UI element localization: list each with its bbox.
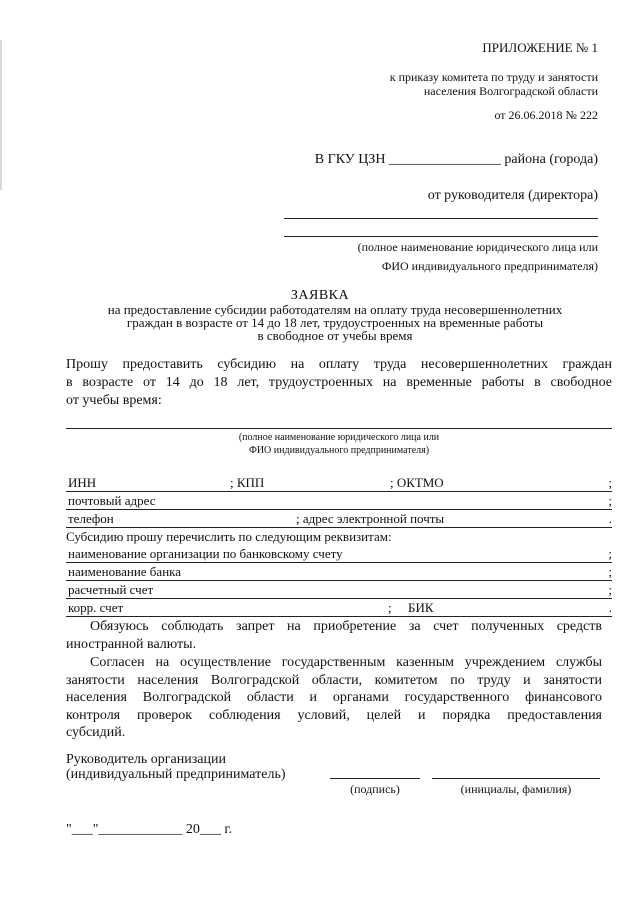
field-row-org-name[interactable] — [66, 545, 612, 563]
order-date: от 26.06.2018 № 222 — [494, 108, 598, 122]
title-sub-1: на предоставление субсидии работодателям на оплату труда несовершеннолетних — [107, 302, 563, 317]
row-end-semicolon: ; — [608, 493, 612, 508]
phone-label: телефон — [68, 511, 114, 526]
addressee-from: от руководителя (директора) — [427, 188, 598, 203]
row-end-semicolon: ; — [608, 475, 612, 490]
signer-role-1: Руководитель организации — [66, 752, 226, 767]
row-end-semicolon: ; — [608, 546, 612, 561]
account-label: расчетный счет — [68, 582, 154, 597]
consent-line-1: Согласен на осуществление государственным казенным учреждением службы — [90, 655, 602, 670]
signature-hint: (подпись) — [350, 782, 400, 796]
obligation-line-2: иностранной валюты. — [66, 637, 197, 652]
title-sub-2: граждан в возрасте от 14 до 18 лет, трудоустроенных на временные работы — [126, 315, 544, 330]
corr-semicolon: ; — [388, 600, 392, 615]
applicant-name-line-1[interactable] — [284, 218, 598, 219]
applicant-hint-2: ФИО индивидуального предпринимателя) — [381, 259, 598, 273]
corr-label: корр. счет — [68, 600, 124, 615]
appendix-number: ПРИЛОЖЕНИЕ № 1 — [482, 40, 598, 55]
request-line-3: от учебы время: — [66, 393, 162, 408]
postal-label: почтовый адрес — [68, 493, 156, 508]
field-row-account[interactable] — [66, 581, 612, 599]
request-line-2: в возрасте от 14 до 18 лет, трудоустроенных на временные работы в свободное — [66, 375, 612, 390]
obligation-paragraph — [66, 618, 602, 654]
request-paragraph — [66, 356, 612, 410]
field-row-contacts[interactable] — [66, 510, 612, 528]
scan-edge-mark — [0, 40, 2, 190]
request-line-1: Прошу предоставить субсидию на оплату труда несовершеннолетних граждан — [66, 357, 612, 372]
row-end-dot: . — [608, 511, 612, 526]
addressee-to: В ГКУ ЦЗН ________________ района (города) — [314, 152, 598, 167]
kpp-label: ; КПП — [230, 475, 265, 490]
oktmo-label: ; ОКТМО — [390, 475, 444, 490]
request-hint-2: ФИО индивидуального предпринимателя) — [248, 445, 430, 456]
order-line-2: населения Волгоградской области — [423, 84, 598, 98]
email-label: ; адрес электронной почты — [296, 511, 445, 526]
request-hint-1: (полное наименование юридического лица или — [238, 432, 440, 443]
field-row-postal[interactable] — [66, 492, 612, 510]
signer-role-2: (индивидуальный предприниматель) — [66, 767, 286, 782]
inn-label: ИНН — [68, 475, 97, 490]
request-applicant-line[interactable] — [66, 428, 612, 429]
name-hint: (инициалы, фамилия) — [460, 782, 572, 796]
field-row-corr-bik[interactable] — [66, 599, 612, 617]
title-sub-3: в свободное от учебы время — [257, 328, 413, 343]
row-end-semicolon: ; — [608, 582, 612, 597]
field-row-tax-ids[interactable] — [66, 474, 612, 492]
obligation-line-1: Обязуюсь соблюдать запрет на приобретение за счет полученных средств — [90, 619, 602, 634]
org-name-label: наименование организации по банковскому счету — [68, 546, 343, 561]
consent-line-5: субсидий. — [66, 725, 126, 740]
signature-line[interactable] — [330, 778, 420, 779]
bank-label: наименование банка — [68, 564, 182, 579]
date-field[interactable]: "___"____________ 20___ г. — [66, 822, 233, 837]
field-row-bank[interactable] — [66, 563, 612, 581]
applicant-name-line-2[interactable] — [284, 236, 598, 237]
row-end-dot: . — [608, 600, 612, 615]
consent-paragraph — [66, 654, 602, 742]
bik-label: БИК — [408, 600, 434, 615]
consent-line-2: занятости населения Волгоградской области, комитетом по труду и занятости — [66, 672, 602, 688]
name-line[interactable] — [432, 778, 600, 779]
order-line-1: к приказу комитета по труду и занятости — [389, 70, 598, 84]
consent-line-4: контроля проверок соблюдения условий, целей и порядка предоставления — [66, 707, 602, 723]
transfer-intro: Субсидию прошу перечислить по следующим реквизитам: — [66, 529, 392, 544]
document-title: ЗАЯВКА — [290, 288, 350, 303]
applicant-hint-1: (полное наименование юридического лица или — [357, 240, 598, 254]
consent-line-3: населения Волгоградской области и органами государственного финансового — [66, 690, 602, 705]
row-end-semicolon: ; — [608, 564, 612, 579]
